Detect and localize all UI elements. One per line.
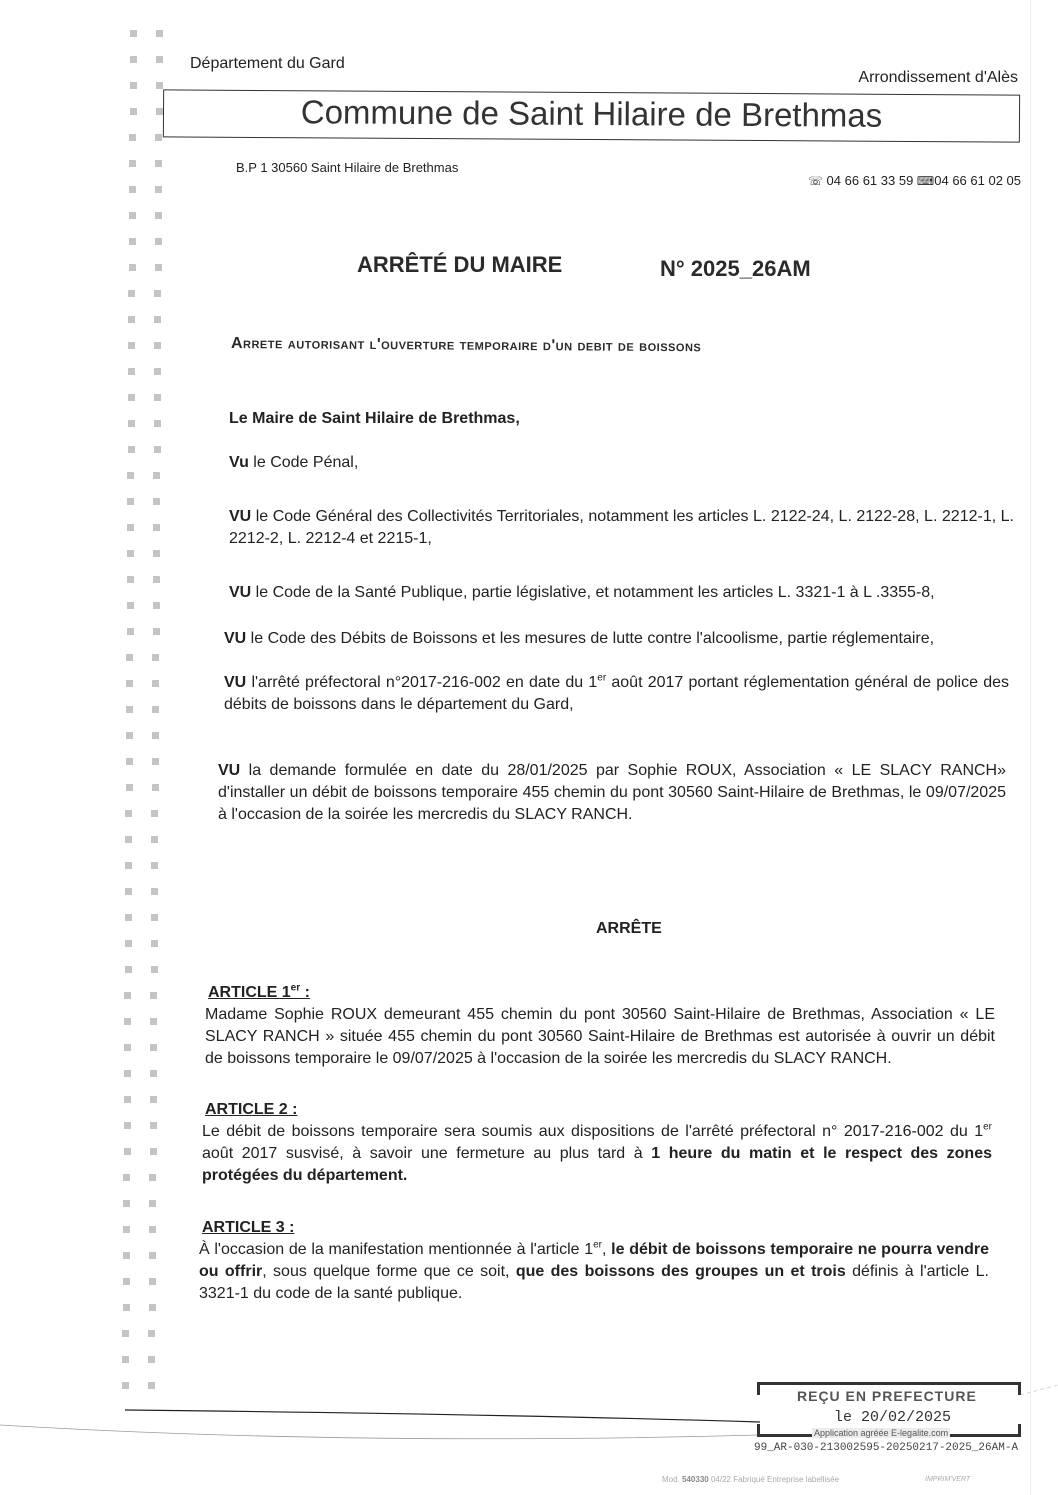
margin-dot-pair	[130, 498, 170, 524]
margin-dot-pair	[130, 1018, 170, 1044]
margin-dot-pair	[130, 836, 170, 862]
article-3-heading: ARTICLE 3 :	[202, 1219, 295, 1236]
margin-dot-pair	[130, 160, 170, 186]
margin-dot-pair	[130, 1148, 170, 1174]
margin-dots	[130, 30, 170, 1408]
stamp-application: Application agréée E-legalite.com	[814, 1428, 949, 1438]
arrondissement-label: Arrondissement d'Alès	[858, 69, 1018, 86]
contact-line	[808, 173, 1021, 188]
article-2-heading: ARTICLE 2 :	[205, 1101, 298, 1118]
margin-dot-pair	[130, 1200, 170, 1226]
margin-dot-pair	[130, 680, 170, 706]
article-1-heading: ARTICLE 1er :	[208, 982, 310, 1001]
postal-address: B.P 1 30560 Saint Hilaire de Brethmas	[236, 160, 459, 175]
margin-dot-pair	[130, 1356, 170, 1382]
margin-dot-pair	[130, 1252, 170, 1278]
consideration-lead: VU	[218, 762, 241, 779]
margin-dot-pair	[130, 914, 170, 940]
margin-dot-pair	[130, 264, 170, 290]
margin-dot-pair	[130, 1044, 170, 1070]
margin-dot-pair	[130, 368, 170, 394]
consideration-lead: Vu	[229, 454, 249, 471]
footer-mod-line: Mod. 540330 04/22 Fabriqué Entreprise labellisée	[662, 1475, 840, 1484]
margin-dot-pair	[130, 576, 170, 602]
margin-dot-pair	[130, 706, 170, 732]
commune-title-box	[163, 89, 1020, 142]
margin-dot-pair	[130, 966, 170, 992]
document-number: N° 2025_26AM	[660, 256, 811, 281]
margin-dot-pair	[130, 1070, 170, 1096]
margin-dot-pair	[130, 758, 170, 784]
consideration-lead: VU	[224, 674, 247, 691]
margin-dot-pair	[130, 810, 170, 836]
margin-dot-pair	[130, 1226, 170, 1252]
margin-dot-pair	[130, 342, 170, 368]
article-2-text: Le débit de boissons temporaire sera soumis aux dispositions de l'arrêté préfectoral n° 2017-216-002 du 1er août 2017 susvisé, à savoir une fermeture au plus tard à 1 heure du matin et le respect des zones protégées du département.	[202, 1121, 992, 1184]
stamp-reference: 99_AR-030-213002595-20250217-2025_26AM-A	[754, 1442, 1019, 1454]
fax-icon: ⌨	[916, 174, 935, 188]
margin-dot-pair	[130, 316, 170, 342]
margin-dot-pair	[130, 940, 170, 966]
fax-number: 04 66 61 02 05	[934, 173, 1021, 188]
decision-heading: ARRÊTE	[596, 920, 662, 937]
margin-dot-pair	[130, 1304, 170, 1330]
margin-dot-pair	[130, 1174, 170, 1200]
department-label: Département du Gard	[190, 55, 345, 72]
consideration-cgct: VU le Code Général des Collectivités Territoriales, notamment les articles L. 2122-24, L. 2122-28, L. 2212-1, L. 2212-2, L. 2212-4 et 2215-1,	[229, 508, 1014, 547]
margin-dot-pair	[130, 238, 170, 264]
phone-number: 04 66 61 33 59	[826, 173, 914, 188]
stamp-title: REÇU EN PREFECTURE	[797, 1388, 977, 1404]
margin-dot-pair	[130, 888, 170, 914]
document-type-title: ARRÊTÉ DU MAIRE	[357, 252, 563, 277]
consideration-lead: VU	[224, 630, 247, 647]
margin-dot-pair	[130, 732, 170, 758]
consideration-drinks-code: VU le Code des Débits de Boissons et les mesures de lutte contre l'alcoolisme, partie réglementaire,	[224, 630, 935, 647]
margin-dot-pair	[130, 186, 170, 212]
margin-dot-pair	[130, 654, 170, 680]
consideration-lead: VU	[229, 508, 252, 525]
margin-dot-pair	[130, 992, 170, 1018]
margin-dot-pair	[130, 602, 170, 628]
margin-dot-pair	[130, 446, 170, 472]
consideration-prefectoral-order: VU l'arrêté préfectoral n°2017-216-002 en date du 1er août 2017 portant réglementation général de police des débits de boissons dans le département du Gard,	[224, 672, 1009, 713]
article-3-text: À l'occasion de la manifestation mentionnée à l'article 1er, le débit de boissons temporaire ne pourra vendre ou offrir, sous quelque forme que ce soit, que des boissons des groupes un et trois définis à l'article L. 3321-1 du code de la santé publique.	[199, 1239, 990, 1302]
telephone-icon: ☏	[807, 174, 823, 188]
mayor-line: Le Maire de Saint Hilaire de Brethmas,	[229, 410, 520, 427]
commune-title: Commune de Saint Hilaire de Brethmas	[300, 93, 883, 134]
consideration-lead: VU	[229, 584, 252, 601]
margin-dot-pair	[130, 56, 170, 82]
consideration-request: VU la demande formulée en date du 28/01/2025 par Sophie ROUX, Association « LE SLACY RANCH» d'installer un débit de boissons temporaire 455 chemin du pont 30560 Saint-Hilaire de Brethmas, le 09/07/2025 à l'occasion de la soirée les mercredis du SLACY RANCH.	[218, 762, 1006, 823]
margin-dot-pair	[130, 420, 170, 446]
imprimvert-logo: IMPRIM'VERT	[925, 1476, 971, 1483]
stamp-date: le 20/02/2025	[834, 1409, 952, 1426]
margin-dot-pair	[130, 628, 170, 654]
margin-dot-pair	[130, 862, 170, 888]
margin-dot-pair	[130, 472, 170, 498]
margin-dot-pair	[130, 134, 170, 160]
margin-dot-pair	[130, 1278, 170, 1304]
article-1-text: Madame Sophie ROUX demeurant 455 chemin du pont 30560 Saint-Hilaire de Brethmas, Association « LE SLACY RANCH » située 455 chemin du pont 30560 Saint-Hilaire de Brethmas est autorisée à ouvrir un débit de boissons temporaire le 09/07/2025 à l'occasion de la soirée les mercredis du SLACY RANCH.	[205, 1006, 995, 1067]
page-edge	[1030, 0, 1031, 1495]
margin-dot-pair	[130, 524, 170, 550]
margin-dot-pair	[130, 212, 170, 238]
margin-dot-pair	[130, 784, 170, 810]
margin-dot-pair	[130, 290, 170, 316]
consideration-penal-code: Vu le Code Pénal,	[229, 454, 359, 471]
margin-dot-pair	[130, 1096, 170, 1122]
margin-dot-pair	[130, 1330, 170, 1356]
margin-dot-pair	[130, 394, 170, 420]
document-subject: Arrete autorisant l'ouverture temporaire d'un debit de boissons	[230, 335, 702, 356]
margin-dot-pair	[130, 550, 170, 576]
margin-dot-pair	[130, 1122, 170, 1148]
consideration-public-health: VU le Code de la Santé Publique, partie législative, et notamment les articles L. 3321-1 à L .3355-8,	[229, 584, 935, 601]
margin-dot-pair	[130, 30, 170, 56]
